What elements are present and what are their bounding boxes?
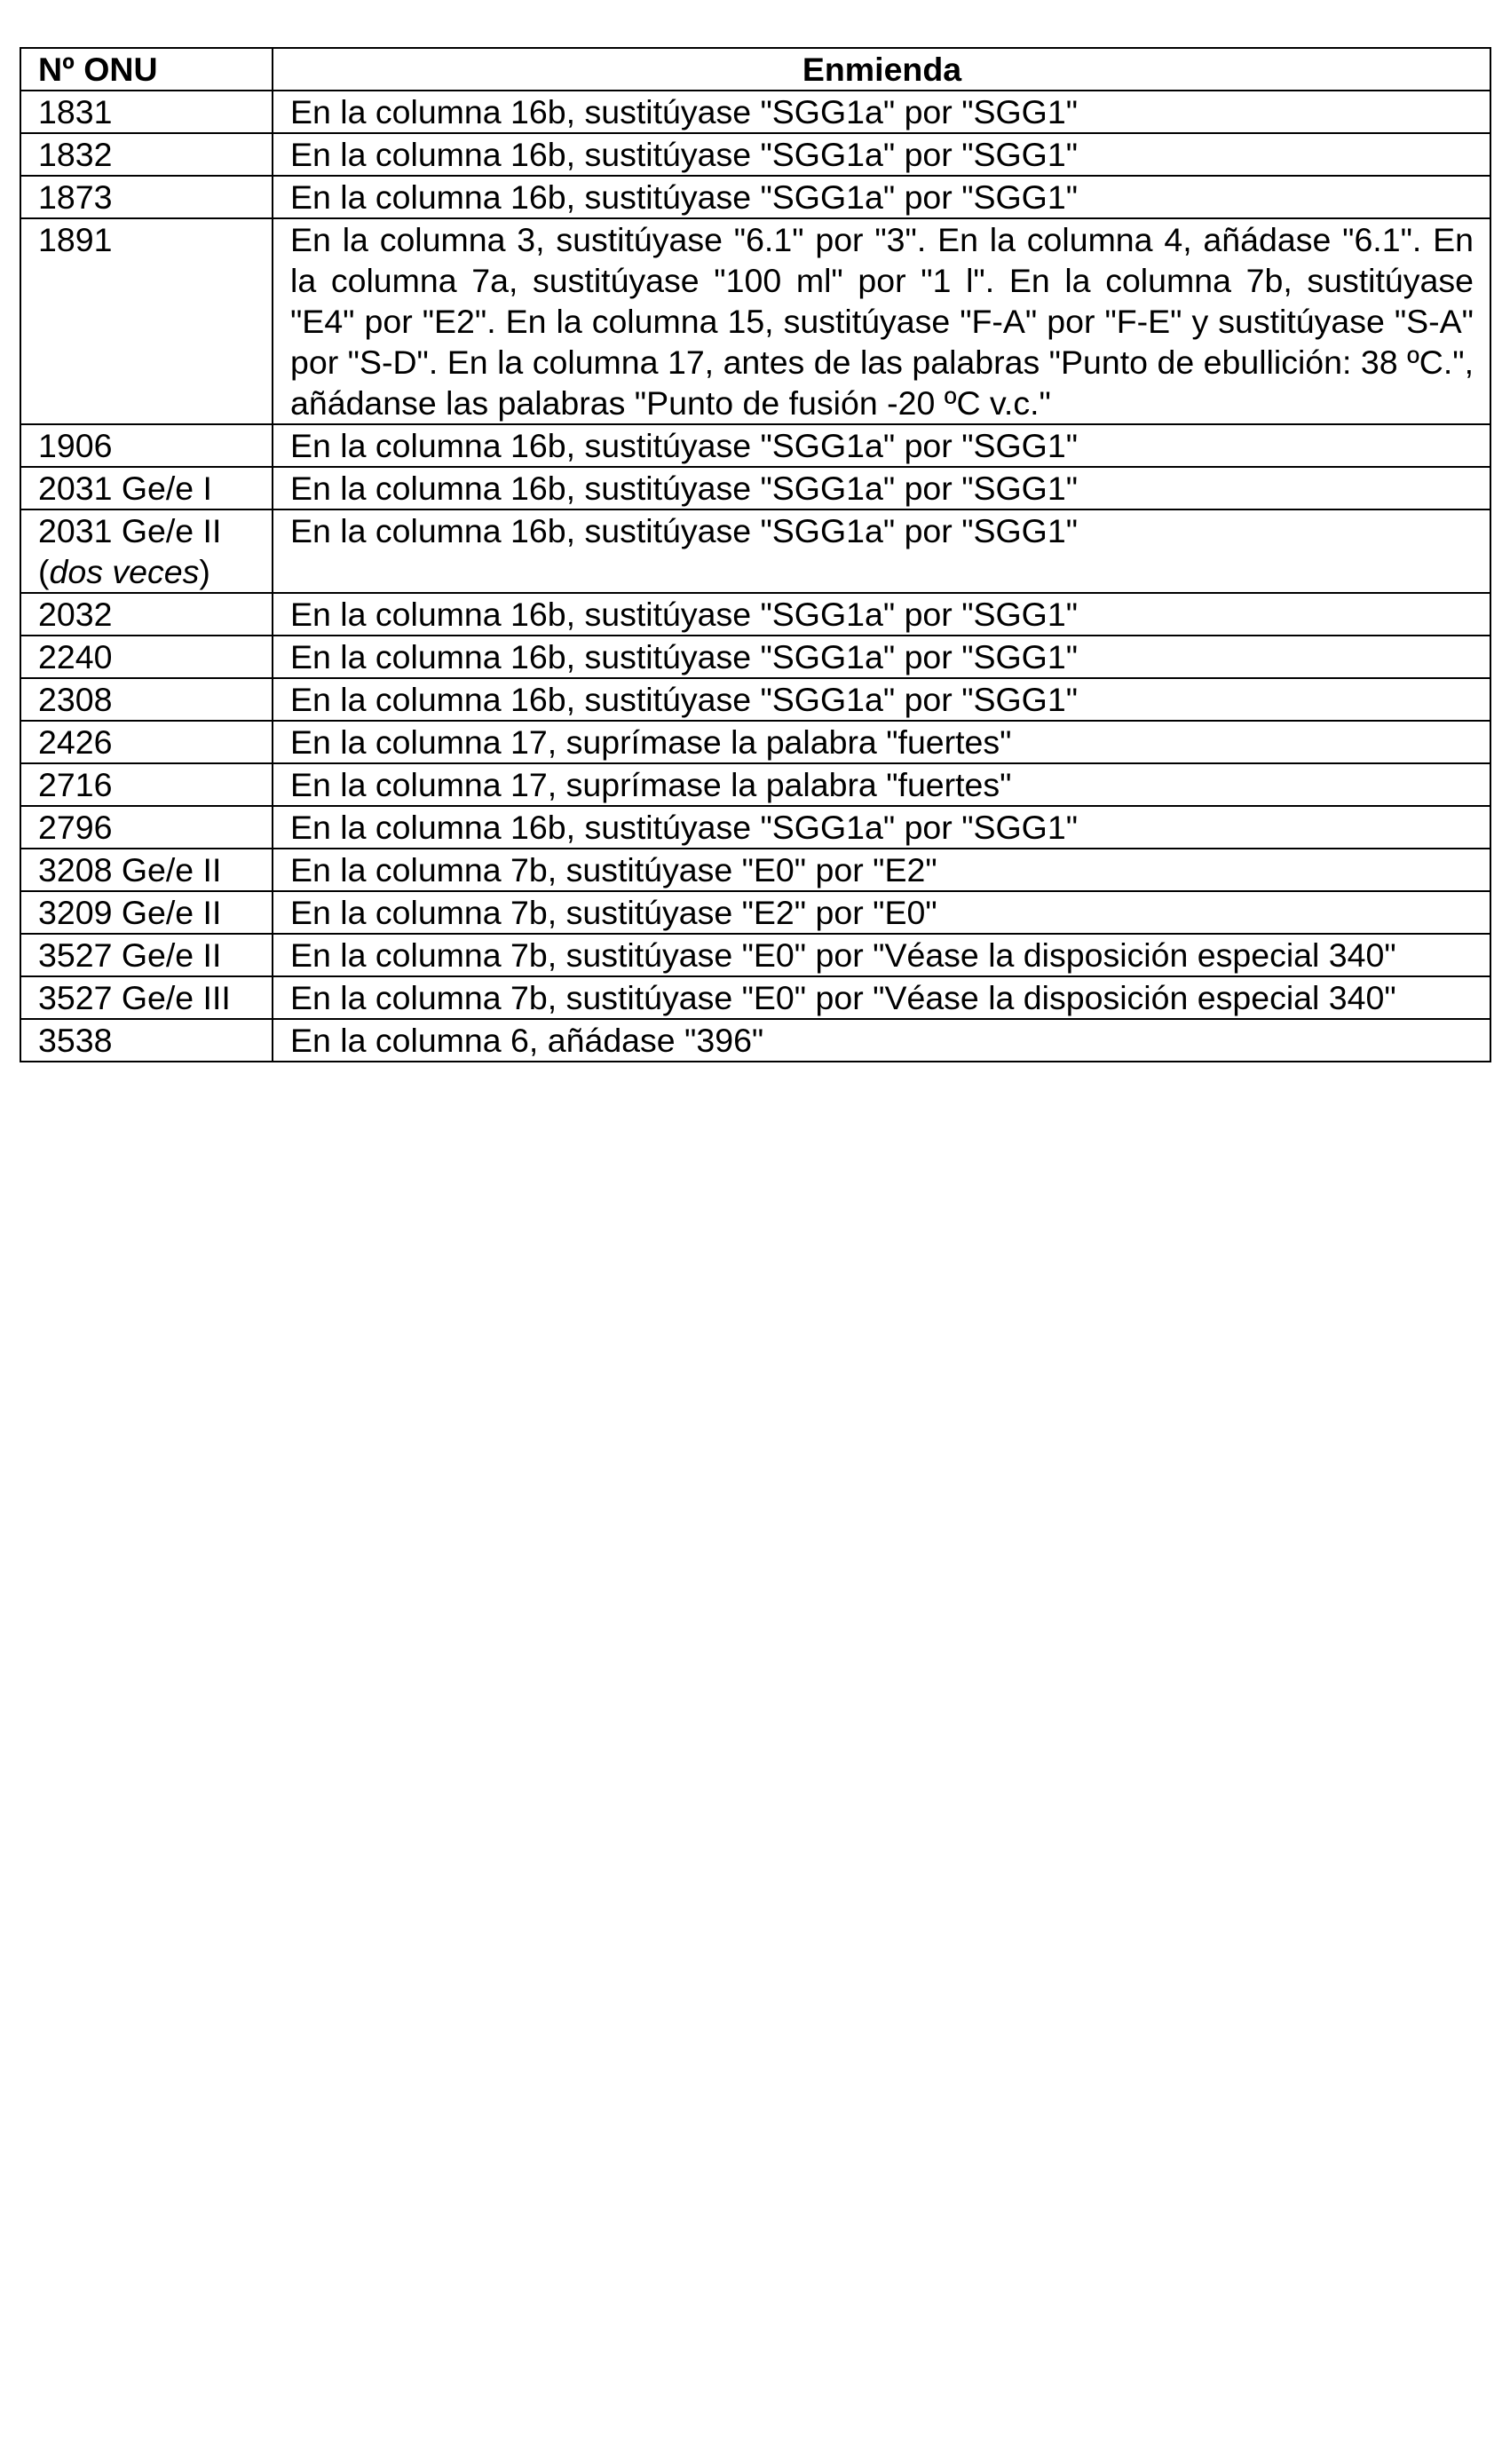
- un-number-cell: 2031 Ge/e II (dos veces): [20, 509, 273, 593]
- table-row: [20, 636, 1490, 678]
- table-row: [20, 467, 1490, 509]
- un-number-cell: [20, 593, 273, 636]
- table-row: [20, 218, 1490, 424]
- un-number: 1832: [38, 136, 113, 173]
- amendment-cell: En la columna 17, suprímase la palabra "fuertes": [273, 721, 1490, 763]
- un-number-cell: [20, 678, 273, 721]
- un-number: 1906: [38, 427, 113, 464]
- amendment-cell: En la columna 16b, sustitúyase "SGG1a" por "SGG1": [273, 91, 1490, 133]
- table-header-row: [20, 48, 1490, 91]
- un-number-cell: [20, 721, 273, 763]
- un-number: 2031 Ge/e I: [38, 470, 212, 507]
- table-row: [20, 976, 1490, 1019]
- amendment-cell: En la columna 16b, sustitúyase "SGG1a" por "SGG1": [273, 467, 1490, 509]
- un-number: 2426: [38, 723, 113, 761]
- table-body: [20, 91, 1490, 1062]
- table-row: [20, 721, 1490, 763]
- un-number-cell: [20, 849, 273, 891]
- table-row: [20, 891, 1490, 934]
- un-number: 2716: [38, 766, 113, 803]
- un-number-cell: [20, 976, 273, 1019]
- un-number-cell: [20, 636, 273, 678]
- un-number-cell: [20, 218, 273, 424]
- un-number-cell: [20, 763, 273, 806]
- table-row: [20, 509, 1490, 593]
- un-number: 3538: [38, 1022, 113, 1059]
- un-number: 2031 Ge/e II: [38, 512, 222, 549]
- amendment-cell: En la columna 16b, sustitúyase "SGG1a" por "SGG1": [273, 593, 1490, 636]
- amendment-cell: En la columna 16b, sustitúyase "SGG1a" por "SGG1": [273, 424, 1490, 467]
- amendment-cell: En la columna 16b, sustitúyase "SGG1a" por "SGG1": [273, 133, 1490, 176]
- un-number: 3209 Ge/e II: [38, 894, 222, 931]
- amendment-cell: En la columna 7b, sustitúyase "E2" por "E0": [273, 891, 1490, 934]
- un-number-note: dos veces: [49, 553, 200, 590]
- table-row: [20, 1019, 1490, 1062]
- un-number-cell: [20, 934, 273, 976]
- table-row: [20, 176, 1490, 218]
- amendment-cell: En la columna 7b, sustitúyase "E0" por "Véase la disposición especial 340": [273, 934, 1490, 976]
- table-row: [20, 593, 1490, 636]
- amendment-cell: En la columna 16b, sustitúyase "SGG1a" por "SGG1": [273, 176, 1490, 218]
- un-number: 2308: [38, 681, 113, 718]
- un-number: 1873: [38, 178, 113, 216]
- table-row: [20, 424, 1490, 467]
- un-number-cell: [20, 467, 273, 509]
- un-number: 2032: [38, 596, 113, 633]
- amendment-cell: En la columna 7b, sustitúyase "E0" por "E2": [273, 849, 1490, 891]
- header-un-number: Nº ONU: [20, 48, 273, 91]
- un-number: 3208 Ge/e II: [38, 851, 222, 888]
- amendment-cell: En la columna 6, añádase "396": [273, 1019, 1490, 1062]
- table-row: [20, 91, 1490, 133]
- table-row: [20, 763, 1490, 806]
- un-number-cell: [20, 176, 273, 218]
- amendment-cell: En la columna 16b, sustitúyase "SGG1a" por "SGG1": [273, 636, 1490, 678]
- un-number-cell: [20, 891, 273, 934]
- un-number-cell: [20, 133, 273, 176]
- amendment-cell: En la columna 17, suprímase la palabra "fuertes": [273, 763, 1490, 806]
- amendment-cell: En la columna 16b, sustitúyase "SGG1a" por "SGG1": [273, 509, 1490, 593]
- amendment-cell: En la columna 7b, sustitúyase "E0" por "Véase la disposición especial 340": [273, 976, 1490, 1019]
- un-number-cell: [20, 424, 273, 467]
- table-row: [20, 133, 1490, 176]
- amendment-cell: En la columna 16b, sustitúyase "SGG1a" por "SGG1": [273, 678, 1490, 721]
- table-row: [20, 678, 1490, 721]
- header-amendment: Enmienda: [273, 48, 1490, 91]
- un-number: 2796: [38, 809, 113, 846]
- table-row: [20, 934, 1490, 976]
- un-number: 2240: [38, 638, 113, 675]
- table-row: [20, 849, 1490, 891]
- un-number-cell: [20, 806, 273, 849]
- un-number: 1831: [38, 93, 113, 130]
- un-number: 3527 Ge/e III: [38, 979, 231, 1016]
- table-row: [20, 806, 1490, 849]
- un-number-cell: [20, 91, 273, 133]
- amendments-table: [20, 47, 1491, 1062]
- un-number-cell: [20, 1019, 273, 1062]
- amendment-cell: En la columna 16b, sustitúyase "SGG1a" por "SGG1": [273, 806, 1490, 849]
- amendment-cell: En la columna 3, sustitúyase "6.1" por "3". En la columna 4, añádase "6.1". En la columna 7a, sustitúyase "100 ml" por "1 l". En la columna 7b, sustitúyase "E4" por "E2". En la columna 15, sustitúyase "F-A" por "F-E" y sustitúyase "S-A" por "S-D". En la columna 17, antes de las palabras "Punto de ebullición: 38 ºC.", añádanse las palabras "Punto de fusión -20 ºC v.c.": [273, 218, 1490, 424]
- un-number: 1891: [38, 221, 113, 258]
- un-number: 3527 Ge/e II: [38, 936, 222, 974]
